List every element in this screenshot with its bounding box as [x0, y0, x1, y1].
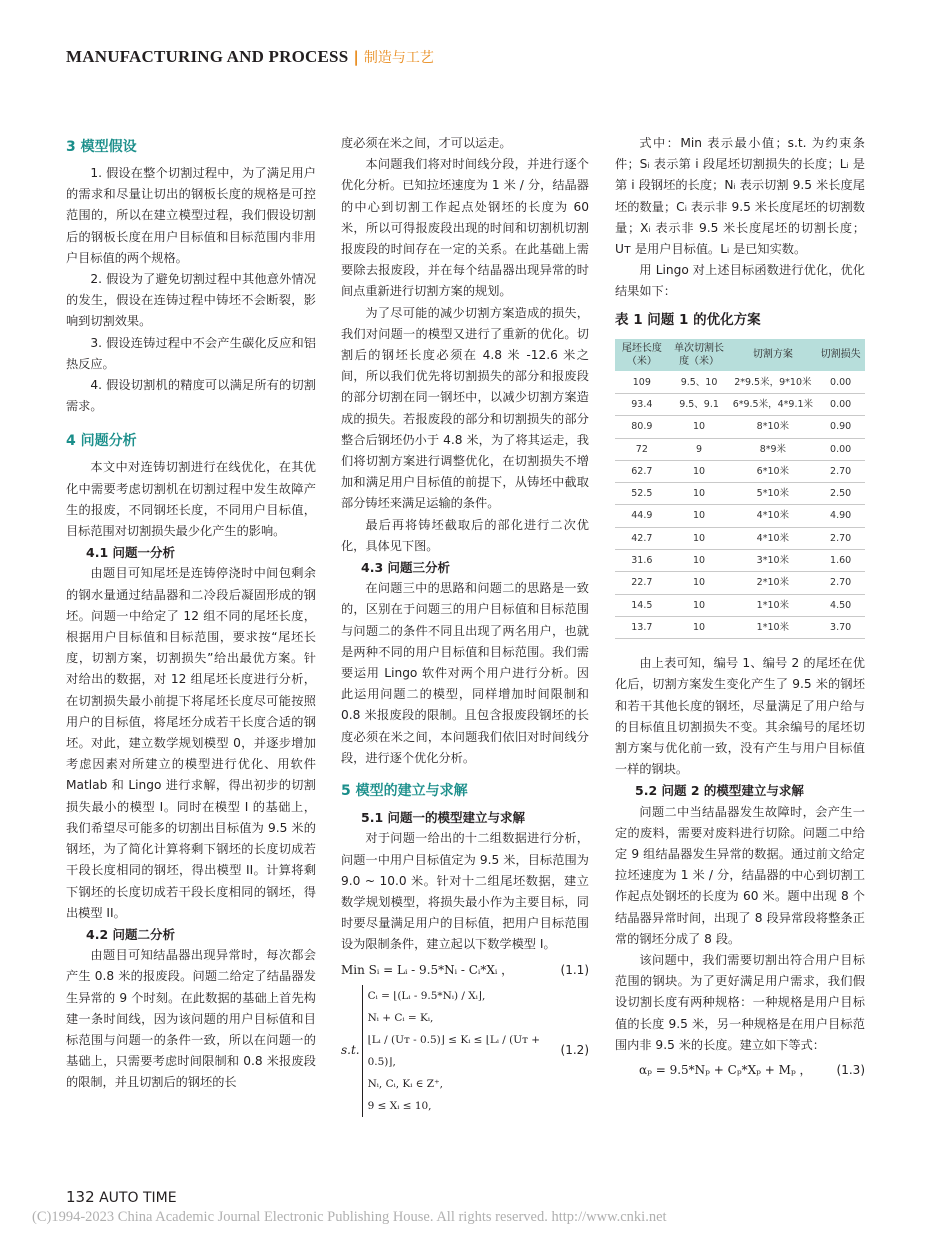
header-english: MANUFACTURING AND PROCESS — [66, 47, 349, 66]
table-cell: 6*9.5米，4*9.1米 — [729, 393, 816, 415]
table-row — [615, 371, 865, 393]
problem-2-paragraph: 问题二中当结晶器发生故障时，会产生一定的废料，需要对废料进行切除。问题二中给定 9 组结晶器发生异常的数据。通过前文给定拉坯速度为 1 米 / 分，结晶器的中心到切割工作起点处钢坯的长度为 60 米。题中出现 8 个结晶器异常时间，出现了 8 段异常段将整条正常的钢坯分成了 8 段。 — [615, 804, 865, 946]
table-1-title: 表 1 问题 1 的优化方案 — [615, 311, 761, 328]
table-cell: 1.60 — [816, 550, 865, 572]
column-3 — [615, 133, 865, 1085]
table-cell: 5*10米 — [729, 483, 816, 505]
continued-paragraph: 度必须在米之间，才可以运走。 — [341, 136, 512, 150]
subsection-5-1-title: 5.1 问题一的模型建立与求解 — [361, 810, 525, 826]
page-number: 132 — [66, 1188, 95, 1206]
assumption-2: 2. 假设为了避免切割过程中其他意外情况的发生，假设在连铸过程中铸坯不会断裂，影响到切割效果。 — [66, 272, 316, 329]
table-body — [615, 371, 865, 639]
subsection-4-3-paragraph: 在问题三中的思路和问题二的思路是一致的，区别在于问题三的用户目标值和目标范围与问题二的条件不同且出现了两名用户，也就是两种不同的用户目标值和目标范围。我们需要运用 Lingo 软件对两个用户进行分析。因此运用问题二的模型，同样增加时间限制和 0.8 米报废段的限制。且包含报废段钢坯的长度必须在米之间，本问题我们依旧对时间线分段，进行逐个优化分析。 — [341, 581, 589, 765]
subsection-4-2-paragraph: 由题目可知结晶器出现异常时，每次都会产生 0.8 米的报废段。问题二给定了结晶器发生异常的 9 个时刻。在此数据的基础上首先构建一条时间线，因为该问题的用户目标值和目标范围与问题一的条件一致，所以在问题一的基础上，只需要考虑时间限制和 0.8 米报废段的限制，并且切割后的钢坯的长 — [66, 948, 316, 1090]
table-row — [615, 483, 865, 505]
constraint-line-3: ⌊Lᵢ / (Uᴛ - 0.5)⌋ ≤ Kᵢ ≤ ⌊Lᵢ / (Uᴛ + 0.5)⌋, — [367, 1033, 541, 1068]
table-row — [615, 416, 865, 438]
table-cell: 93.4 — [615, 393, 669, 415]
table-cell: 3.70 — [816, 616, 865, 638]
equation-1-2 — [341, 985, 589, 1117]
constraint-system — [341, 985, 561, 1117]
table-cell: 4*10米 — [729, 505, 816, 527]
table-cell: 8*10米 — [729, 416, 816, 438]
table-cell: 31.6 — [615, 550, 669, 572]
copyright-notice: (C)1994-2023 China Academic Journal Electronic Publishing House. All rights reserved. http://www.cnki.net — [32, 1209, 667, 1225]
table-cell: 1*10米 — [729, 616, 816, 638]
table-cell: 10 — [669, 416, 730, 438]
table-cell: 0.00 — [816, 371, 865, 393]
table-cell: 10 — [669, 550, 730, 572]
optimization-table — [615, 339, 865, 640]
table-row — [615, 505, 865, 527]
assumption-3: 3. 假设连铸过程中不会产生碳化反应和铝热反应。 — [66, 335, 316, 371]
table-header-length: 尾坯长度（米） — [615, 339, 669, 372]
table-cell: 4.90 — [816, 505, 865, 527]
variable-definitions: 式中：Min 表示最小值；s.t. 为约束条件；Sᵢ 表示第 i 段尾坯切割损失的长度；Lᵢ 是第 i 段钢坯的长度；Nᵢ 表示切割 9.5 米长度尾坯的数量；Cᵢ 表示非 9.5 米长度尾坯的切割数量；Xᵢ 表示非 9.5 米长度尾坯的切割长度；Uᴛ 是用户目标值。Lᵢ 是已知实数。 — [615, 136, 865, 257]
table-cell: 0.90 — [816, 416, 865, 438]
table-cell: 0.00 — [816, 438, 865, 460]
equation-1-3-number: (1.3) — [836, 1063, 865, 1078]
table-cell: 10 — [669, 527, 730, 549]
table-cell: 80.9 — [615, 416, 669, 438]
table-cell: 9 — [669, 438, 730, 460]
page-footer — [66, 1188, 177, 1206]
constraint-lines — [362, 985, 561, 1117]
constraint-line-4: Nᵢ, Cᵢ, Kᵢ ∈ Z⁺, — [367, 1077, 443, 1090]
table-cell: 109 — [615, 371, 669, 393]
cutting-spec-paragraph: 该问题中，我们需要切割出符合用户目标范围的钢块。为了更好满足用户需求，我们假设切割长度有两种规格：一种规格是用户目标值的长度 9.5 米，另一种规格是在用户目标范围内非 9.5 米的长度。建立如下等式： — [615, 953, 865, 1052]
table-cell: 10 — [669, 572, 730, 594]
constraint-line-2: Nᵢ + Cᵢ = Kᵢ, — [367, 1011, 434, 1024]
table-cell: 62.7 — [615, 460, 669, 482]
st-label: s.t. — [341, 1043, 360, 1058]
constraint-line-5: 9 ≤ Xᵢ ≤ 10, — [367, 1099, 432, 1112]
subsection-5-1-paragraph: 对于问题一给出的十二组数据进行分析，问题一中用户目标值定为 9.5 米，目标范围为 9.0 ~ 10.0 米。针对十二组尾坯数据，建立数学规划模型，将损失最小作为主要目标，同时要尽量满足用户的目标值，把用户目标范围设为限制条件，建立起以下数学模型 I。 — [341, 831, 589, 952]
table-row — [615, 438, 865, 460]
running-header — [66, 47, 434, 71]
table-row — [615, 594, 865, 616]
table-cell: 4*10米 — [729, 527, 816, 549]
assumption-4: 4. 假设切割机的精度可以满足所有的切割需求。 — [66, 378, 316, 414]
table-cell: 2.70 — [816, 460, 865, 482]
header-chinese: 制造与工艺 — [363, 50, 434, 66]
paragraph-optimization: 为了尽可能的减少切割方案造成的损失，我们对问题一的模型又进行了重新的优化。切割后的钢坯长度必须在 4.8 米 -12.6 米之间，所以我们优先将切割损失的部分和报废段的部分切割在同一钢坯中，以减少切割方案造成的损失。若报废段的部分和切割损失的部分整合后钢坯仍小于 4.8 米，为了将其运走，我们将切割方案进行调整优化，在切割损失不增加和满足用户目标值的前提下，从铸坯中截取部分铸坯来满足运输的条件。 — [341, 305, 589, 511]
equation-1-3-body: αₚ = 9.5*Nₚ + Cₚ*Xₚ + Mₚ ， — [639, 1063, 812, 1078]
table-cell: 22.7 — [615, 572, 669, 594]
table-cell: 10 — [669, 460, 730, 482]
table-cell: 2*10米 — [729, 572, 816, 594]
table-cell: 9.5、10 — [669, 371, 730, 393]
table-cell: 1*10米 — [729, 594, 816, 616]
section-4-title: 4 问题分析 — [66, 433, 137, 450]
table-cell: 2.50 — [816, 483, 865, 505]
table-row — [615, 550, 865, 572]
table-row — [615, 393, 865, 415]
table-cell: 72 — [615, 438, 669, 460]
section-3-title: 3 模型假设 — [66, 139, 137, 155]
table-cell: 13.7 — [615, 616, 669, 638]
table-cell: 6*10米 — [729, 460, 816, 482]
table-row — [615, 527, 865, 549]
column-1 — [66, 133, 316, 1094]
table-cell: 4.50 — [816, 594, 865, 616]
equation-1-1-body: Min Sᵢ = Lᵢ - 9.5*Nᵢ - Cᵢ*Xᵢ ， — [341, 962, 514, 977]
subsection-4-2-title: 4.2 问题二分析 — [86, 926, 175, 942]
equation-1-1 — [341, 960, 589, 981]
table-header-cut-length: 单次切割长度（米） — [669, 339, 730, 372]
table-cell: 2.70 — [816, 572, 865, 594]
equation-1-1-number: (1.1) — [560, 962, 589, 977]
constraint-line-1: Cᵢ = ⌊(Lᵢ - 9.5*Nᵢ) / Xᵢ⌋, — [367, 989, 486, 1002]
section-5-title: 5 模型的建立与求解 — [341, 783, 468, 800]
table-cell: 14.5 — [615, 594, 669, 616]
header-separator: | — [353, 48, 359, 66]
table-cell: 44.9 — [615, 505, 669, 527]
table-cell: 52.5 — [615, 483, 669, 505]
section-4-paragraph: 本文中对连铸切割进行在线优化，在其优化中需要考虑切割机在切割过程中发生故障产生的报废，不同钢坯长度，不同用户目标值，目标范围对切割损失最少化产生的影响。 — [66, 460, 316, 539]
table-analysis-paragraph: 由上表可知，编号 1、编号 2 的尾坯在优化后，切割方案发生变化产生了 9.5 米的钢坯和若干其他长度的钢坯，尽量满足了用户给与的目标值且切割损失不变。其余编号的尾坯切割方案与优化前一致，没有产生与用户目标值一样的钢块。 — [615, 656, 865, 777]
table-cell: 10 — [669, 594, 730, 616]
table-header-loss: 切割损失 — [816, 339, 865, 372]
table-cell: 2*9.5米，9*10米 — [729, 371, 816, 393]
table-row — [615, 616, 865, 638]
subsection-4-1-title: 4.1 问题一分析 — [86, 545, 175, 561]
table-cell: 10 — [669, 616, 730, 638]
lingo-paragraph: 用 Lingo 对上述目标函数进行优化，优化结果如下： — [615, 263, 865, 299]
table-cell: 8*9米 — [729, 438, 816, 460]
table-cell: 10 — [669, 483, 730, 505]
journal-name: AUTO TIME — [99, 1190, 177, 1206]
table-header-row — [615, 339, 865, 372]
table-cell: 2.70 — [816, 527, 865, 549]
assumption-1: 1. 假设在整个切割过程中，为了满足用户的需求和尽量让切出的钢板长度的规格是可控范围的，所以在建立模型过程，我们假设切割后的钢板长度在用户目标值和目标范围内非用户目标值的两个规格。 — [66, 166, 316, 265]
subsection-5-2-title: 5.2 问题 2 的模型建立与求解 — [635, 783, 804, 799]
equation-1-3 — [615, 1060, 865, 1081]
table-cell: 3*10米 — [729, 550, 816, 572]
table-row — [615, 572, 865, 594]
equation-1-2-number: (1.2) — [560, 1043, 589, 1058]
paragraph-timeline: 本问题我们将对时间线分段，并进行逐个优化分析。已知拉坯速度为 1 米 / 分，结晶器的中心到切割工作起点处钢坯的长度为 60 米，所以可得报废段出现的时间和切割机切割报废段的时间存在一定的关系。在此基础上需要除去报废段，并在每个结晶器出现异常的时间点重新进行切割方案的规划。 — [341, 157, 589, 299]
paragraph-secondary: 最后再将铸坯截取后的部化进行二次优化，具体见下图。 — [341, 517, 589, 553]
table-header-scheme: 切割方案 — [729, 339, 816, 372]
column-2 — [341, 133, 589, 1123]
subsection-4-1-paragraph: 由题目可知尾坯是连铸停浇时中间包剩余的钢水量通过结晶器和二冷段后凝固形成的钢坯。问题一中给定了 12 组不同的尾坯长度，根据用户目标值和目标范围，要求按“尾坯长度，切割方案，切割损失”给出最优方案。针对给出的数据，对 12 组尾坯长度进行分析，在切割损失最小前提下将尾坯长度尽可能按照用户的目标值，将尾坯分成若干长度合适的钢坯。对此，建立数学规划模型 0，并逐步增加考虑因素对所建立的模型进行优化、用软件 Matlab 和 Lingo 进行求解，得出初步的切割损失最小的模型 I。同时在模型 I 的基础上，我们希望尽可能多的切割出目标值为 9.5 米的钢坯，为了简化计算将剩下钢坯的长度切成若干段长度相同的钢坯，得出模型 II。计算将剩下钢坯的长度切成若干段长度相同的钢坯，得出模型 II。 — [66, 566, 316, 920]
table-cell: 9.5、9.1 — [669, 393, 730, 415]
table-row — [615, 460, 865, 482]
table-cell: 0.00 — [816, 393, 865, 415]
subsection-4-3-title: 4.3 问题三分析 — [361, 560, 450, 576]
table-cell: 10 — [669, 505, 730, 527]
table-cell: 42.7 — [615, 527, 669, 549]
